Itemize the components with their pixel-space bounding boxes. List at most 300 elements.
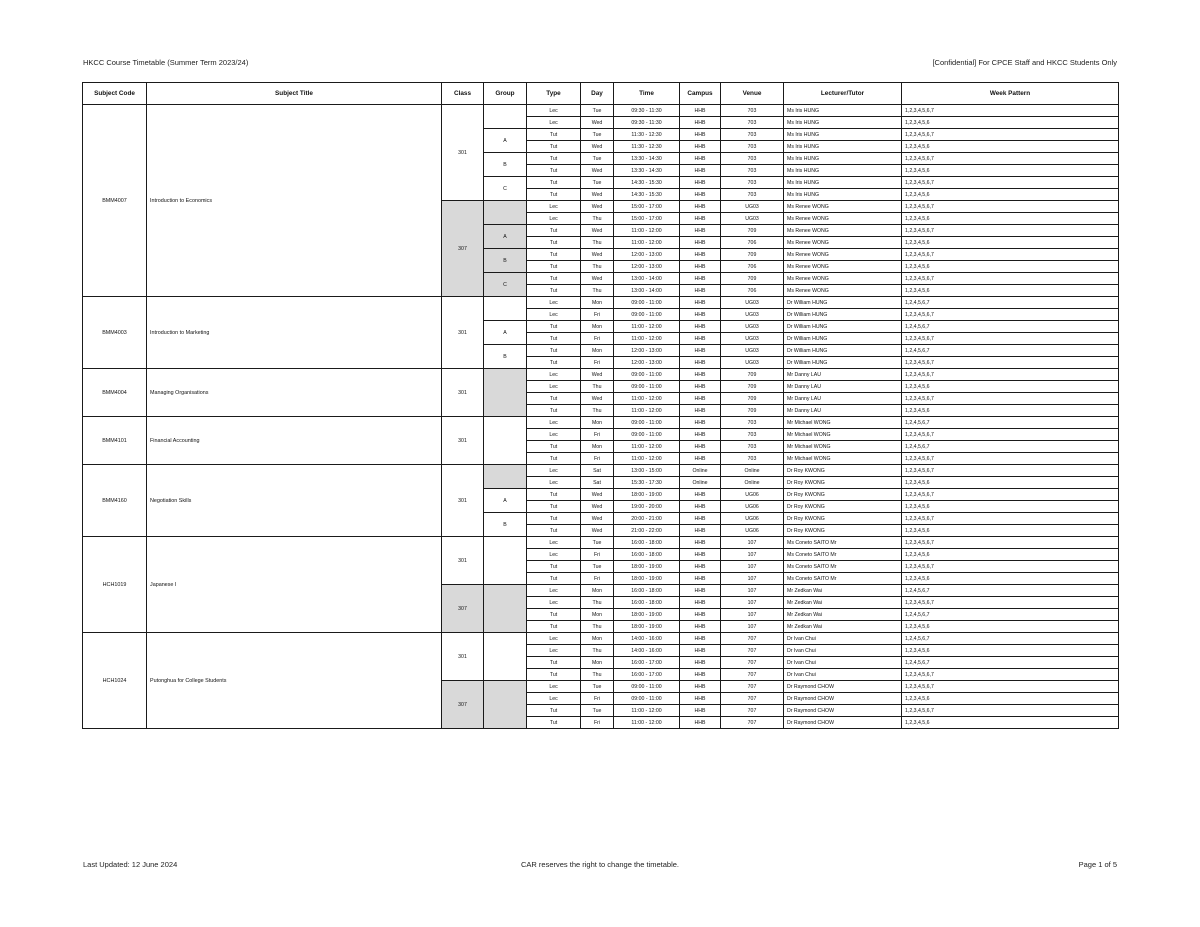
type-cell: Tut [527,561,581,573]
group-cell [484,585,527,633]
type-cell: Tut [527,513,581,525]
group-cell: B [484,249,527,273]
timetable [82,82,1119,729]
week-pattern-cell: 1,2,4,5,6,7 [902,609,1119,621]
lecturer-cell: Dr Raymond CHOW [784,693,902,705]
type-cell: Tut [527,405,581,417]
lecturer-cell: Dr Roy KWONG [784,525,902,537]
campus-cell: HHB [680,585,721,597]
type-cell: Lec [527,693,581,705]
week-pattern-cell: 1,2,3,4,5,6,7 [902,705,1119,717]
lecturer-cell: Ms Renee WONG [784,237,902,249]
day-cell: Wed [581,525,614,537]
lecturer-cell: Dr Roy KWONG [784,465,902,477]
time-cell: 16:00 - 18:00 [614,537,680,549]
type-cell: Lec [527,537,581,549]
day-cell: Tue [581,105,614,117]
week-pattern-cell: 1,2,3,4,5,6 [902,261,1119,273]
week-pattern-cell: 1,2,3,4,5,6,7 [902,465,1119,477]
day-cell: Mon [581,585,614,597]
venue-cell: 107 [721,597,784,609]
col-campus: Campus [680,83,721,105]
campus-cell: HHB [680,573,721,585]
venue-cell: UG06 [721,501,784,513]
venue-cell: Online [721,477,784,489]
campus-cell: HHB [680,537,721,549]
time-cell: 20:00 - 21:00 [614,513,680,525]
lecturer-cell: Mr Michael WONG [784,429,902,441]
campus-cell: HHB [680,297,721,309]
group-cell [484,681,527,729]
campus-cell: HHB [680,633,721,645]
week-pattern-cell: 1,2,3,4,5,6,7 [902,357,1119,369]
venue-cell: 703 [721,117,784,129]
venue-cell: 706 [721,237,784,249]
venue-cell: 709 [721,369,784,381]
time-cell: 13:00 - 15:00 [614,465,680,477]
week-pattern-cell: 1,2,4,5,6,7 [902,657,1119,669]
lecturer-cell: Ms Coneto SAITO Mr [784,573,902,585]
col-subject-code: Subject Code [83,83,147,105]
lecturer-cell: Ms Renee WONG [784,261,902,273]
type-cell: Lec [527,417,581,429]
venue-cell: 707 [721,669,784,681]
type-cell: Tut [527,489,581,501]
subject-title: Japanese I [147,537,442,633]
day-cell: Fri [581,573,614,585]
venue-cell: 107 [721,573,784,585]
venue-cell: 107 [721,621,784,633]
time-cell: 18:00 - 19:00 [614,561,680,573]
day-cell: Wed [581,117,614,129]
day-cell: Wed [581,489,614,501]
time-cell: 14:30 - 15:30 [614,189,680,201]
week-pattern-cell: 1,2,3,4,5,6,7 [902,201,1119,213]
venue-cell: 703 [721,141,784,153]
time-cell: 11:00 - 12:00 [614,453,680,465]
time-cell: 12:00 - 13:00 [614,261,680,273]
lecturer-cell: Mr Michael WONG [784,441,902,453]
campus-cell: HHB [680,441,721,453]
lecturer-cell: Mr Zedkan Wai [784,585,902,597]
type-cell: Lec [527,645,581,657]
subject-title: Introduction to Marketing [147,297,442,369]
subject-code: HCH1019 [83,537,147,633]
type-cell: Tut [527,261,581,273]
venue-cell: 703 [721,105,784,117]
lecturer-cell: Mr Danny LAU [784,381,902,393]
week-pattern-cell: 1,2,3,4,5,6 [902,405,1119,417]
time-cell: 11:00 - 12:00 [614,441,680,453]
type-cell: Tut [527,357,581,369]
campus-cell: HHB [680,177,721,189]
day-cell: Thu [581,621,614,633]
week-pattern-cell: 1,2,4,5,6,7 [902,417,1119,429]
type-cell: Tut [527,453,581,465]
day-cell: Tue [581,681,614,693]
week-pattern-cell: 1,2,3,4,5,6,7 [902,669,1119,681]
group-cell: A [484,129,527,153]
subject-title: Financial Accounting [147,417,442,465]
type-cell: Lec [527,549,581,561]
campus-cell: HHB [680,549,721,561]
venue-cell: UG06 [721,489,784,501]
time-cell: 13:30 - 14:30 [614,165,680,177]
week-pattern-cell: 1,2,3,4,5,6 [902,621,1119,633]
type-cell: Lec [527,117,581,129]
venue-cell: UG03 [721,201,784,213]
lecturer-cell: Ms Renee WONG [784,249,902,261]
campus-cell: HHB [680,153,721,165]
campus-cell: HHB [680,273,721,285]
venue-cell: 709 [721,225,784,237]
time-cell: 09:00 - 11:00 [614,681,680,693]
group-cell [484,297,527,321]
class-cell: 307 [442,681,484,729]
type-cell: Lec [527,105,581,117]
table-row [83,417,1119,429]
group-cell: B [484,345,527,369]
lecturer-cell: Dr Ivan Chui [784,645,902,657]
time-cell: 09:30 - 11:30 [614,105,680,117]
day-cell: Tue [581,153,614,165]
col-venue: Venue [721,83,784,105]
time-cell: 09:00 - 11:00 [614,417,680,429]
venue-cell: 107 [721,585,784,597]
lecturer-cell: Mr Danny LAU [784,369,902,381]
lecturer-cell: Ms Iris HUNG [784,129,902,141]
campus-cell: HHB [680,189,721,201]
col-type: Type [527,83,581,105]
venue-cell: 709 [721,405,784,417]
week-pattern-cell: 1,2,3,4,5,6,7 [902,273,1119,285]
campus-cell: HHB [680,345,721,357]
week-pattern-cell: 1,2,3,4,5,6,7 [902,177,1119,189]
lecturer-cell: Mr Zedkan Wai [784,621,902,633]
type-cell: Tut [527,609,581,621]
time-cell: 14:00 - 16:00 [614,645,680,657]
type-cell: Tut [527,249,581,261]
group-cell [484,201,527,225]
day-cell: Mon [581,441,614,453]
campus-cell: HHB [680,285,721,297]
day-cell: Fri [581,717,614,729]
class-cell: 307 [442,201,484,297]
campus-cell: HHB [680,393,721,405]
subject-title: Introduction to Economics [147,105,442,297]
venue-cell: 707 [721,645,784,657]
week-pattern-cell: 1,2,3,4,5,6 [902,501,1119,513]
week-pattern-cell: 1,2,3,4,5,6 [902,141,1119,153]
type-cell: Lec [527,369,581,381]
type-cell: Lec [527,477,581,489]
time-cell: 12:00 - 13:00 [614,249,680,261]
lecturer-cell: Ms Renee WONG [784,273,902,285]
week-pattern-cell: 1,2,3,4,5,6 [902,165,1119,177]
campus-cell: HHB [680,669,721,681]
class-cell: 301 [442,633,484,681]
campus-cell: HHB [680,201,721,213]
campus-cell: HHB [680,717,721,729]
lecturer-cell: Dr Ivan Chui [784,669,902,681]
time-cell: 16:00 - 17:00 [614,657,680,669]
time-cell: 13:00 - 14:00 [614,273,680,285]
lecturer-cell: Ms Iris HUNG [784,165,902,177]
day-cell: Fri [581,429,614,441]
venue-cell: 707 [721,693,784,705]
campus-cell: Online [680,477,721,489]
col-group: Group [484,83,527,105]
day-cell: Mon [581,609,614,621]
campus-cell: HHB [680,645,721,657]
week-pattern-cell: 1,2,3,4,5,6,7 [902,429,1119,441]
col-lecturer: Lecturer/Tutor [784,83,902,105]
day-cell: Fri [581,549,614,561]
group-cell: B [484,153,527,177]
week-pattern-cell: 1,2,3,4,5,6 [902,549,1119,561]
col-day: Day [581,83,614,105]
week-pattern-cell: 1,2,3,4,5,6 [902,237,1119,249]
day-cell: Wed [581,225,614,237]
time-cell: 16:00 - 18:00 [614,585,680,597]
venue-cell: 703 [721,417,784,429]
week-pattern-cell: 1,2,3,4,5,6,7 [902,249,1119,261]
lecturer-cell: Dr Raymond CHOW [784,705,902,717]
venue-cell: 703 [721,189,784,201]
day-cell: Thu [581,597,614,609]
day-cell: Wed [581,249,614,261]
time-cell: 12:00 - 13:00 [614,345,680,357]
lecturer-cell: Mr Michael WONG [784,417,902,429]
type-cell: Lec [527,585,581,597]
day-cell: Fri [581,333,614,345]
time-cell: 09:00 - 11:00 [614,429,680,441]
week-pattern-cell: 1,2,3,4,5,6,7 [902,489,1119,501]
time-cell: 12:00 - 13:00 [614,357,680,369]
type-cell: Tut [527,573,581,585]
day-cell: Thu [581,213,614,225]
col-time: Time [614,83,680,105]
week-pattern-cell: 1,2,3,4,5,6 [902,189,1119,201]
campus-cell: HHB [680,429,721,441]
venue-cell: 703 [721,129,784,141]
time-cell: 15:30 - 17:30 [614,477,680,489]
campus-cell: HHB [680,357,721,369]
lecturer-cell: Dr Raymond CHOW [784,681,902,693]
group-cell: C [484,177,527,201]
type-cell: Lec [527,633,581,645]
campus-cell: HHB [680,417,721,429]
campus-cell: HHB [680,621,721,633]
venue-cell: 706 [721,285,784,297]
subject-code: BMM4160 [83,465,147,537]
day-cell: Thu [581,381,614,393]
day-cell: Wed [581,273,614,285]
lecturer-cell: Dr Raymond CHOW [784,717,902,729]
day-cell: Thu [581,237,614,249]
week-pattern-cell: 1,2,3,4,5,6,7 [902,333,1119,345]
venue-cell: 707 [721,717,784,729]
class-cell: 307 [442,585,484,633]
type-cell: Tut [527,237,581,249]
campus-cell: HHB [680,105,721,117]
table-row [83,537,1119,549]
campus-cell: Online [680,465,721,477]
campus-cell: HHB [680,321,721,333]
group-cell [484,537,527,585]
week-pattern-cell: 1,2,4,5,6,7 [902,633,1119,645]
week-pattern-cell: 1,2,3,4,5,6 [902,117,1119,129]
day-cell: Tue [581,561,614,573]
week-pattern-cell: 1,2,3,4,5,6,7 [902,597,1119,609]
time-cell: 16:00 - 17:00 [614,669,680,681]
subject-title: Negotiation Skills [147,465,442,537]
type-cell: Tut [527,333,581,345]
time-cell: 11:00 - 12:00 [614,225,680,237]
week-pattern-cell: 1,2,3,4,5,6,7 [902,561,1119,573]
week-pattern-cell: 1,2,3,4,5,6 [902,525,1119,537]
type-cell: Lec [527,381,581,393]
lecturer-cell: Dr Ivan Chui [784,657,902,669]
lecturer-cell: Mr Zedkan Wai [784,597,902,609]
venue-cell: UG06 [721,525,784,537]
time-cell: 18:00 - 19:00 [614,609,680,621]
day-cell: Fri [581,309,614,321]
campus-cell: HHB [680,141,721,153]
week-pattern-cell: 1,2,3,4,5,6,7 [902,225,1119,237]
type-cell: Lec [527,681,581,693]
time-cell: 11:30 - 12:30 [614,141,680,153]
group-cell: A [484,321,527,345]
venue-cell: UG03 [721,321,784,333]
time-cell: 09:00 - 11:00 [614,693,680,705]
campus-cell: HHB [680,597,721,609]
time-cell: 11:00 - 12:00 [614,321,680,333]
campus-cell: HHB [680,117,721,129]
type-cell: Lec [527,213,581,225]
week-pattern-cell: 1,2,4,5,6,7 [902,297,1119,309]
venue-cell: 107 [721,537,784,549]
header-row [83,83,1119,105]
week-pattern-cell: 1,2,3,4,5,6 [902,213,1119,225]
subject-code: BMM4004 [83,369,147,417]
lecturer-cell: Ms Renee WONG [784,225,902,237]
venue-cell: 703 [721,177,784,189]
campus-cell: HHB [680,681,721,693]
subject-code: BMM4101 [83,417,147,465]
day-cell: Mon [581,345,614,357]
lecturer-cell: Dr William HUNG [784,345,902,357]
venue-cell: 707 [721,705,784,717]
group-cell: A [484,489,527,513]
lecturer-cell: Ms Renee WONG [784,201,902,213]
campus-cell: HHB [680,513,721,525]
type-cell: Tut [527,129,581,141]
venue-cell: 107 [721,609,784,621]
day-cell: Tue [581,177,614,189]
venue-cell: 703 [721,441,784,453]
day-cell: Wed [581,369,614,381]
time-cell: 11:00 - 12:00 [614,393,680,405]
type-cell: Tut [527,657,581,669]
disclaimer: CAR reserves the right to change the timetable. [521,860,679,869]
type-cell: Tut [527,717,581,729]
group-cell [484,465,527,489]
lecturer-cell: Dr William HUNG [784,309,902,321]
time-cell: 14:00 - 16:00 [614,633,680,645]
table-row [83,633,1119,645]
venue-cell: 707 [721,633,784,645]
col-week-pattern: Week Pattern [902,83,1119,105]
col-class: Class [442,83,484,105]
venue-cell: 706 [721,261,784,273]
table-row [83,105,1119,117]
time-cell: 11:00 - 12:00 [614,705,680,717]
venue-cell: UG03 [721,357,784,369]
campus-cell: HHB [680,309,721,321]
type-cell: Tut [527,441,581,453]
page-header-confidential: [Confidential] For CPCE Staff and HKCC Students Only [932,58,1117,67]
subject-code: BMM4003 [83,297,147,369]
venue-cell: UG06 [721,513,784,525]
lecturer-cell: Dr William HUNG [784,357,902,369]
venue-cell: UG03 [721,297,784,309]
lecturer-cell: Ms Renee WONG [784,213,902,225]
lecturer-cell: Ms Iris HUNG [784,117,902,129]
day-cell: Wed [581,201,614,213]
week-pattern-cell: 1,2,3,4,5,6 [902,645,1119,657]
day-cell: Sat [581,477,614,489]
venue-cell: UG03 [721,345,784,357]
type-cell: Tut [527,501,581,513]
week-pattern-cell: 1,2,3,4,5,6 [902,573,1119,585]
week-pattern-cell: 1,2,4,5,6,7 [902,585,1119,597]
day-cell: Fri [581,453,614,465]
day-cell: Wed [581,501,614,513]
venue-cell: 107 [721,561,784,573]
time-cell: 09:00 - 11:00 [614,309,680,321]
campus-cell: HHB [680,705,721,717]
time-cell: 18:00 - 19:00 [614,489,680,501]
week-pattern-cell: 1,2,4,5,6,7 [902,345,1119,357]
time-cell: 11:00 - 12:00 [614,405,680,417]
type-cell: Tut [527,393,581,405]
day-cell: Wed [581,141,614,153]
campus-cell: HHB [680,213,721,225]
day-cell: Thu [581,285,614,297]
lecturer-cell: Dr Roy KWONG [784,489,902,501]
type-cell: Lec [527,201,581,213]
type-cell: Tut [527,345,581,357]
venue-cell: 107 [721,549,784,561]
venue-cell: 703 [721,165,784,177]
venue-cell: UG03 [721,213,784,225]
type-cell: Tut [527,273,581,285]
week-pattern-cell: 1,2,3,4,5,6,7 [902,153,1119,165]
venue-cell: 703 [721,153,784,165]
day-cell: Tue [581,705,614,717]
venue-cell: Online [721,465,784,477]
venue-cell: 703 [721,453,784,465]
time-cell: 16:00 - 18:00 [614,549,680,561]
week-pattern-cell: 1,2,3,4,5,6 [902,717,1119,729]
class-cell: 301 [442,105,484,201]
type-cell: Tut [527,189,581,201]
day-cell: Wed [581,189,614,201]
day-cell: Mon [581,321,614,333]
campus-cell: HHB [680,525,721,537]
day-cell: Wed [581,513,614,525]
